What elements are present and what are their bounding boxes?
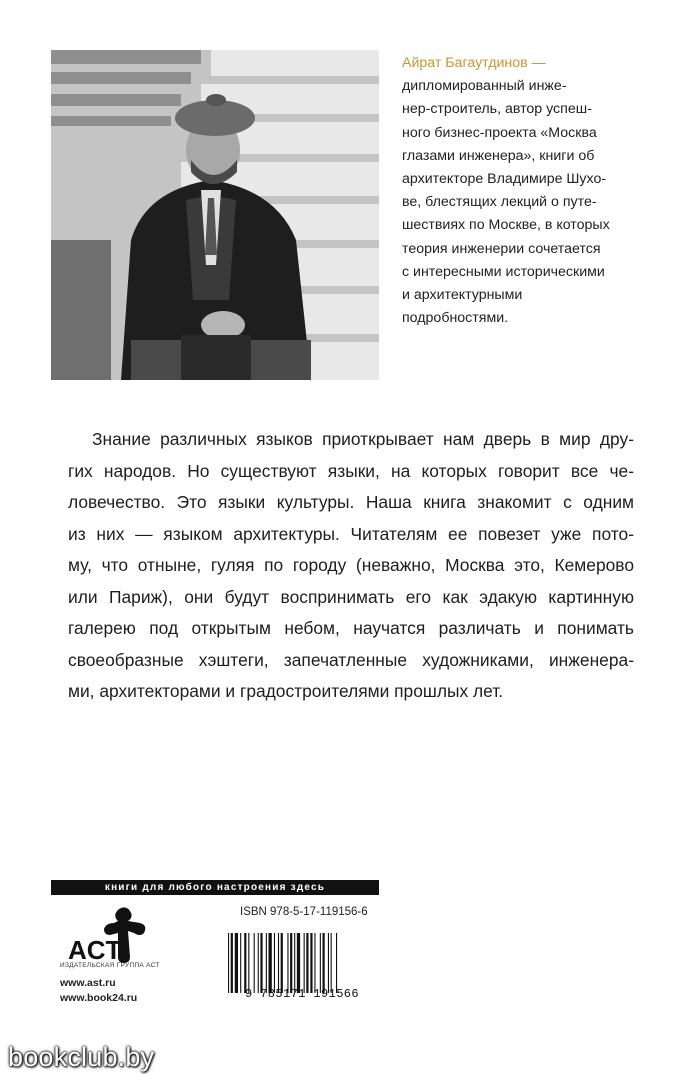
book-annotation	[68, 424, 634, 708]
tagline-bar: книги для любого настроения здесь	[51, 880, 379, 895]
website-link-book24[interactable]: www.book24.ru	[60, 992, 138, 1004]
annotation-line: гих народов. Но существуют языки, на которых говорит все че-	[68, 460, 634, 481]
bio-line: шествиях по Москве, в которых	[402, 217, 610, 234]
publisher-group-label: ИЗДАТЕЛЬСКАЯ ГРУППА АСТ	[60, 962, 160, 969]
barcode-number: 9 785171 191566	[244, 987, 360, 1001]
annotation-line: Знание различных языков приоткрывает нам дверь в мир дру-	[92, 429, 634, 449]
author-photo	[51, 50, 379, 380]
bio-line: архитекторе Владимире Шухо-	[402, 171, 607, 188]
author-bio	[402, 52, 672, 330]
publisher-logo-text: ACT	[68, 935, 122, 965]
bio-line: и архитектурными	[402, 287, 523, 304]
bio-line: дипломированный инже-	[402, 78, 567, 95]
author-name: Айрат Багаутдинов	[402, 55, 528, 71]
annotation-line: ми, архитекторами и градостроителями прошлых лет.	[68, 681, 504, 701]
watermark: bookclub.by	[8, 1042, 155, 1072]
isbn-label: ISBN 978-5-17-119156-6	[240, 906, 368, 918]
annotation-line: из них — языком архитектуры. Читателям ее повезет уже пото-	[68, 523, 634, 544]
bio-line: глазами инженера», книги об	[402, 147, 595, 164]
bio-line: с интересными историческими	[402, 263, 605, 280]
annotation-line: ловечество. Это языки культуры. Наша книга знакомит с одним	[68, 492, 634, 512]
bio-line: подробностями.	[402, 310, 509, 327]
author-bio-first-line	[402, 52, 672, 75]
bio-line: ного бизнес-проекта «Москва	[402, 124, 597, 141]
annotation-line: своеобразные хэштеги, запечатленные художниками, инженера-	[68, 649, 634, 670]
author-name-dash: —	[531, 55, 546, 71]
bio-line: теория инженерии сочетается	[402, 240, 601, 257]
annotation-line: или Париж), они будут воспринимать его как эдакую картинную	[68, 586, 634, 607]
bio-line: ве, блестящих лекций о путе-	[402, 194, 597, 211]
bio-line: нер-строитель, автор успеш-	[402, 101, 592, 118]
annotation-line: галерею под открытым небом, научатся различать и понимать	[68, 618, 634, 638]
annotation-line: му, что отныне, гуляя по городу (неважно, Москва это, Кемерово	[68, 555, 634, 575]
website-link-ast[interactable]: www.ast.ru	[60, 977, 116, 989]
